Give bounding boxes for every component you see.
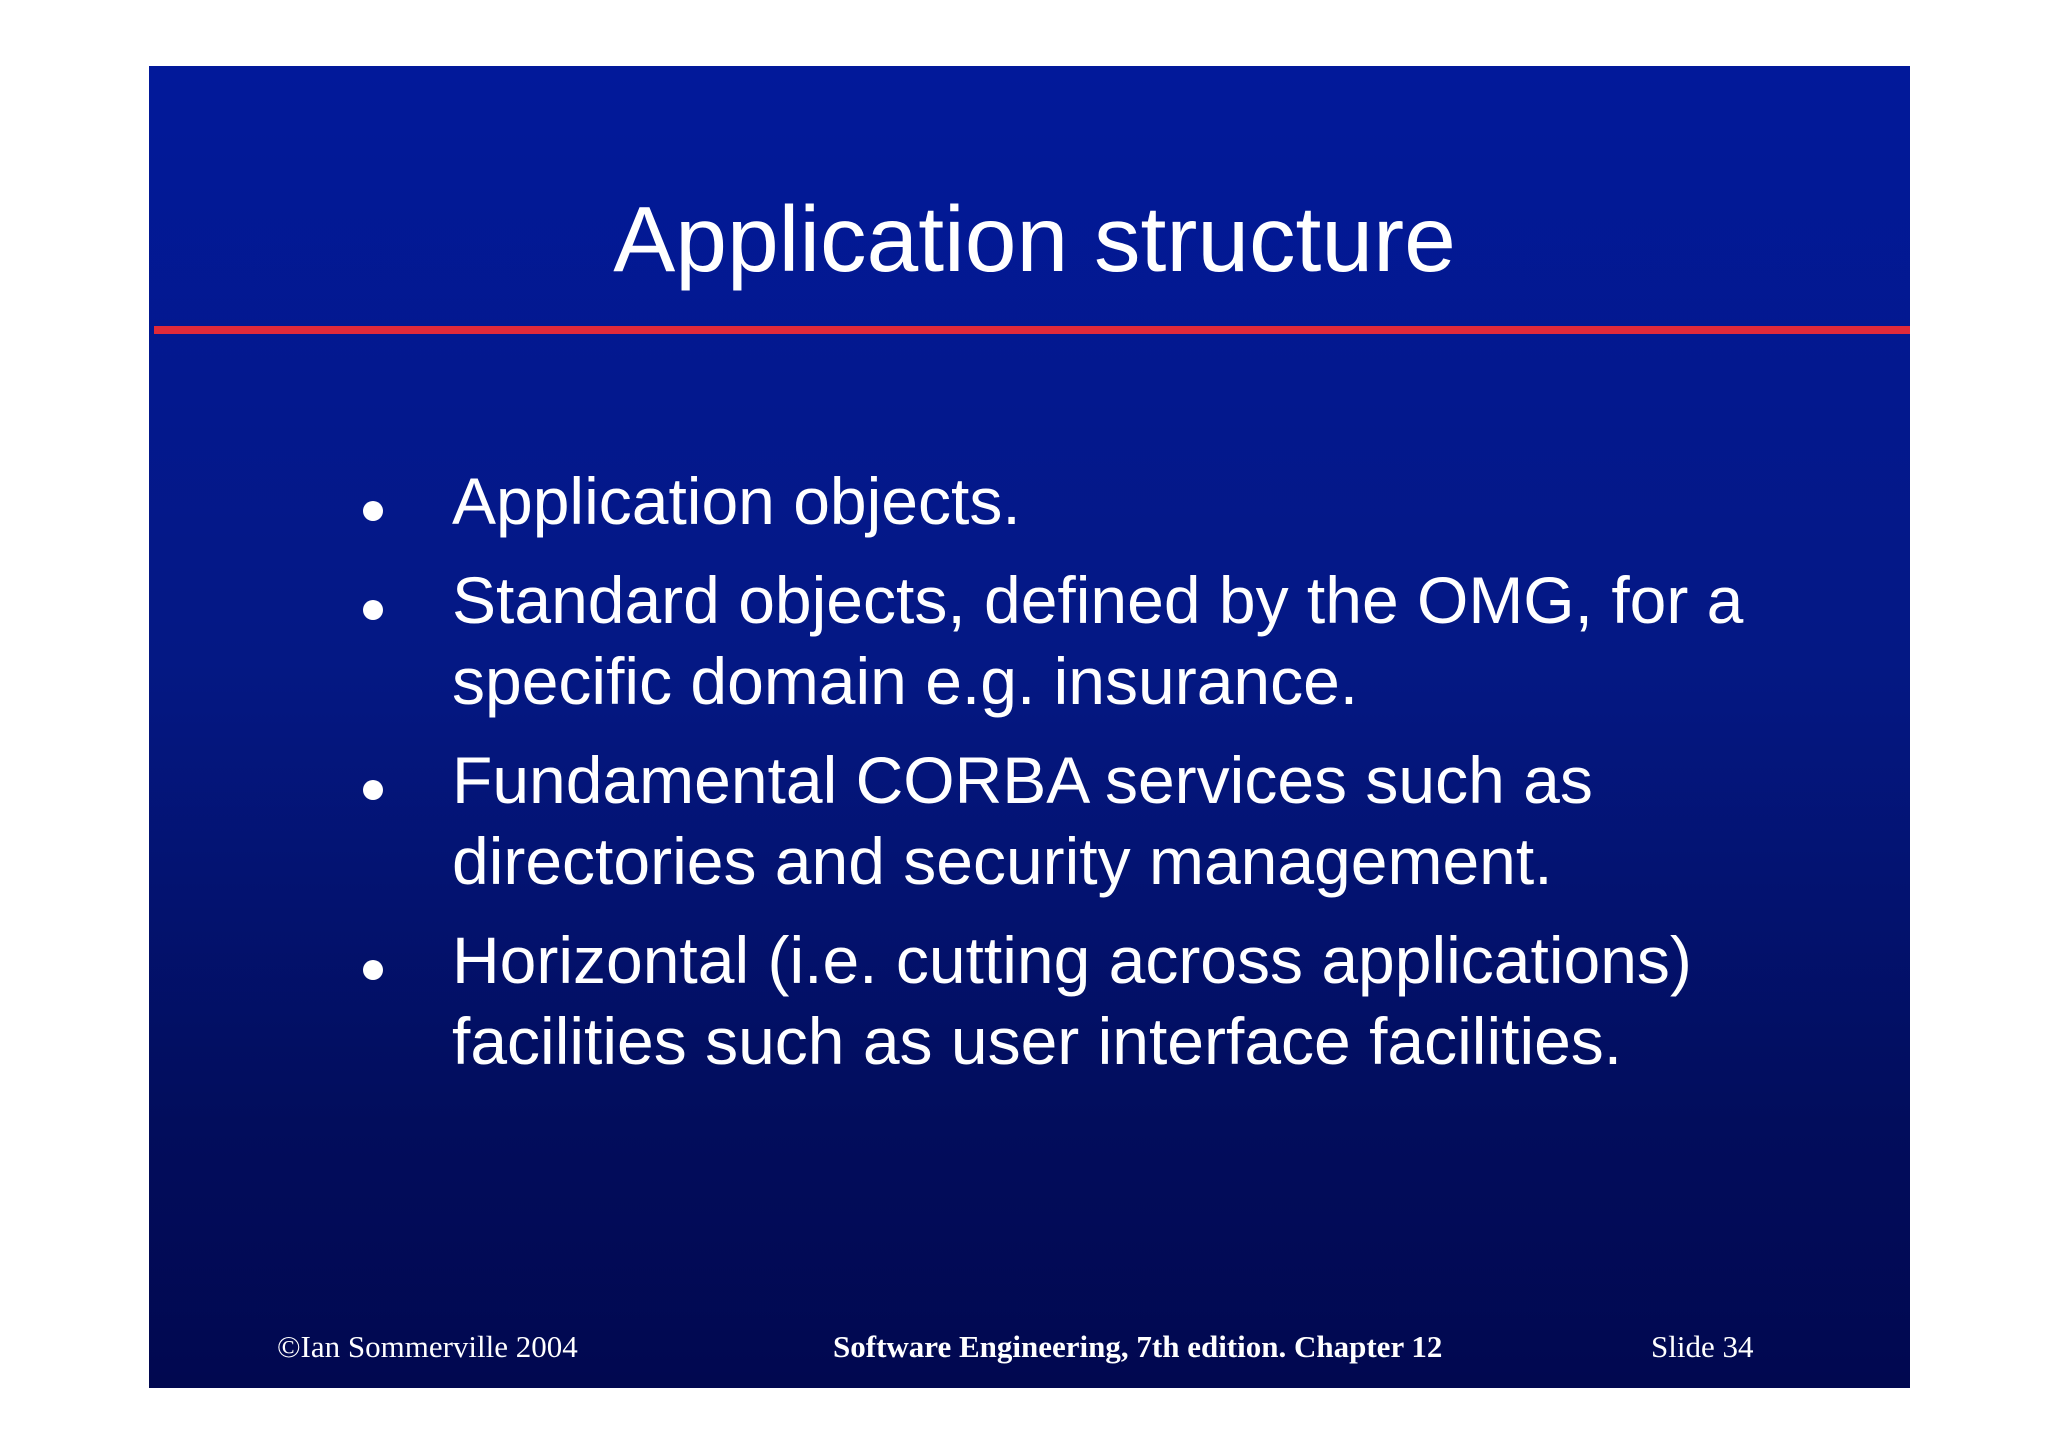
bullet-icon xyxy=(363,780,383,800)
list-item xyxy=(149,560,1910,722)
footer-book-title: Software Engineering, 7th edition. Chapter 12 xyxy=(833,1329,1443,1364)
slide-title: Application structure xyxy=(613,187,1456,291)
slide xyxy=(149,66,1910,1388)
footer-copyright: ©Ian Sommerville 2004 xyxy=(277,1329,578,1364)
footer-slide-number: Slide 34 xyxy=(1651,1329,1754,1364)
bullet-list xyxy=(149,461,1910,1100)
list-item xyxy=(149,920,1910,1082)
list-item xyxy=(149,461,1910,542)
bullet-icon xyxy=(363,600,383,620)
title-divider xyxy=(154,326,1910,334)
bullet-text: Application objects. xyxy=(452,464,1021,538)
bullet-icon xyxy=(363,501,383,521)
bullet-text: Horizontal (i.e. cutting across applications) facilities such as user interface facilities. xyxy=(452,923,1692,1078)
bullet-icon xyxy=(363,960,383,980)
list-item xyxy=(149,740,1910,902)
bullet-text: Standard objects, defined by the OMG, for a specific domain e.g. insurance. xyxy=(452,563,1744,718)
bullet-text: Fundamental CORBA services such as directories and security management. xyxy=(452,743,1593,898)
